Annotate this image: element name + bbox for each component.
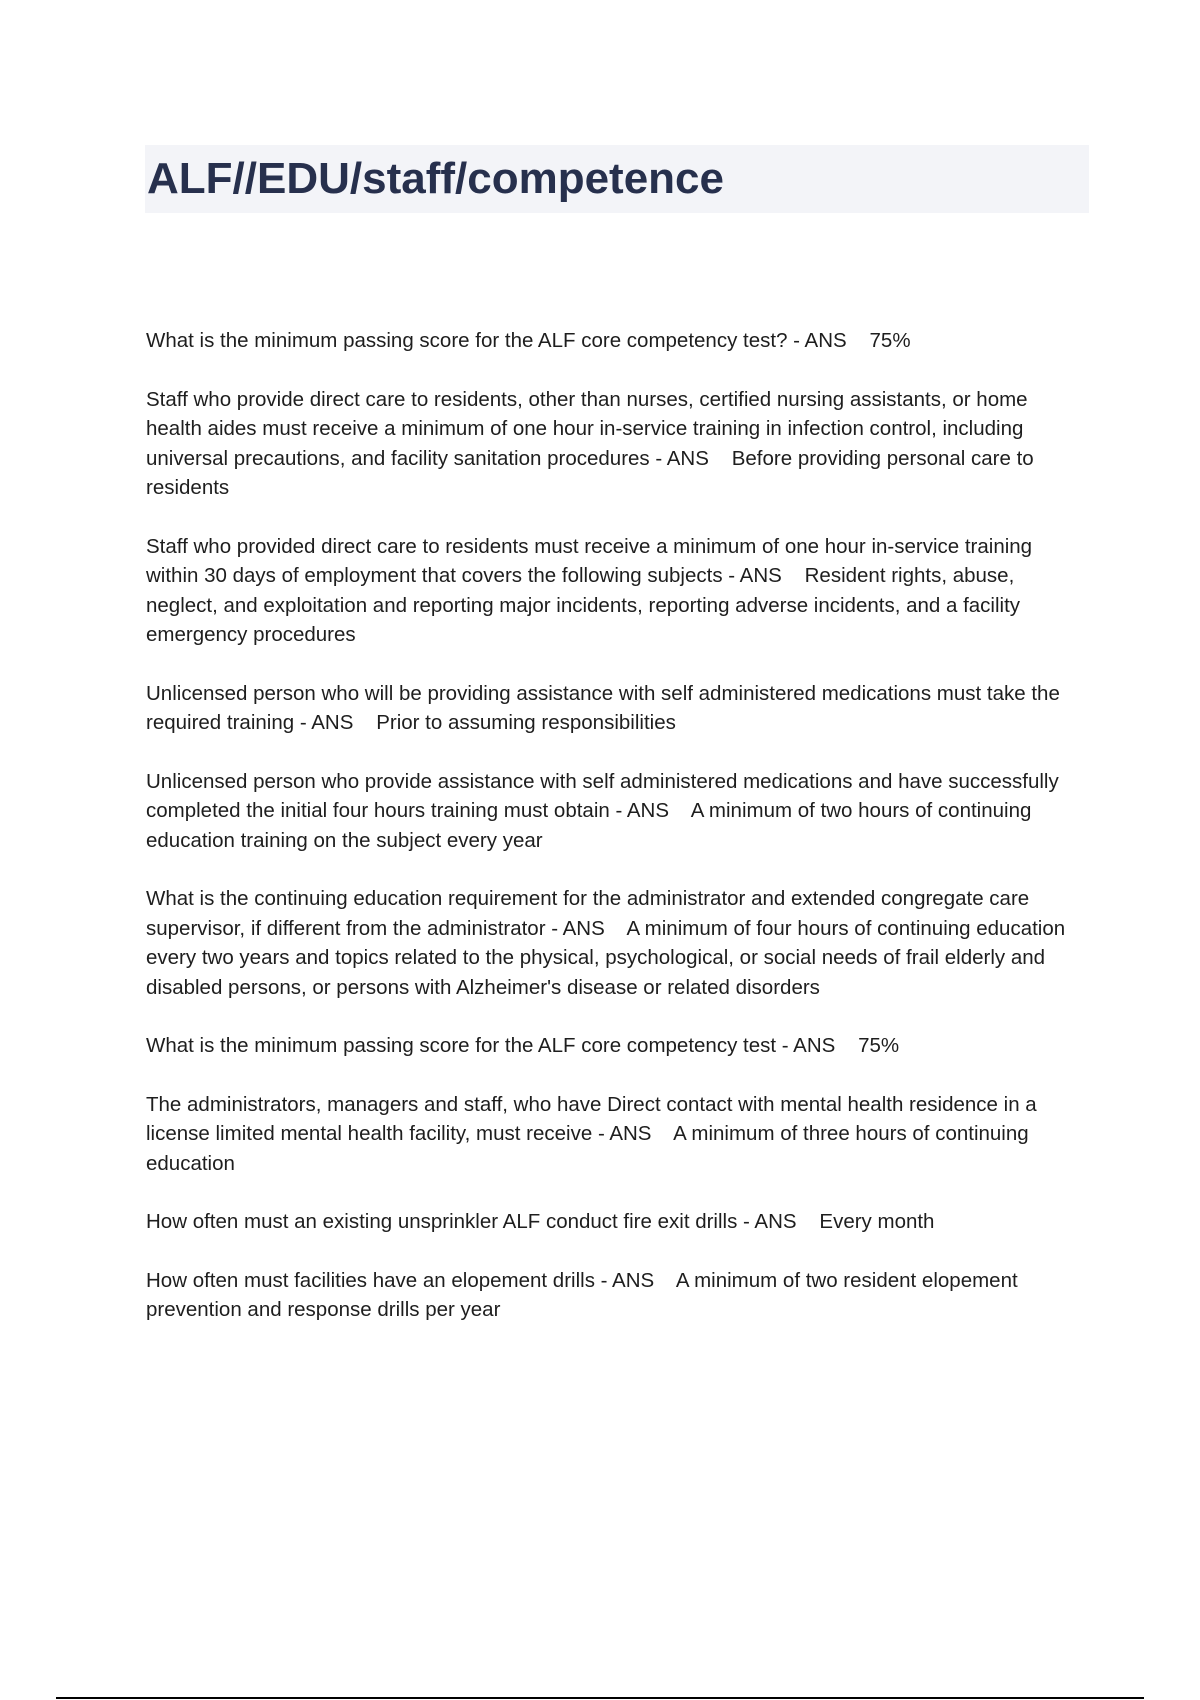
qa-answer: A minimum of two hours of continuing education training on the subject every year (146, 799, 1032, 852)
qa-question: How often must an existing unsprinkler ALF conduct fire exit drills - ANS (146, 1210, 797, 1233)
qa-item (146, 679, 1086, 738)
qa-item (146, 884, 1086, 1002)
qa-question: The administrators, managers and staff, who have Direct contact with mental health residence in a license limited mental health facility, must receive - ANS (146, 1092, 1037, 1145)
qa-item (146, 326, 1086, 356)
qa-answer: 75% (869, 329, 911, 352)
qa-item (146, 767, 1086, 856)
qa-answer: Before providing personal care to residents (146, 446, 1034, 499)
qa-question: What is the minimum passing score for the ALF core competency test? - ANS (146, 329, 847, 352)
qa-question: Staff who provided direct care to residents must receive a minimum of one hour in-service training within 30 days of employment that covers the following subjects - ANS (146, 534, 1033, 587)
qa-answer: Resident rights, abuse, neglect, and exploitation and reporting major incidents, reporting adverse incidents, and a facility emergency procedures (146, 564, 1021, 646)
qa-answer: 75% (858, 1034, 900, 1057)
qa-answer: Prior to assuming responsibilities (376, 711, 676, 734)
qa-question: Unlicensed person who will be providing assistance with self administered medications must take the required training - ANS (146, 681, 1060, 734)
qa-item (146, 385, 1086, 503)
qa-question: What is the continuing education requirement for the administrator and extended congregate care supervisor, if different from the administrator - ANS (146, 887, 1030, 940)
qa-answer: Every month (819, 1210, 935, 1233)
qa-item (146, 1207, 1086, 1237)
qa-answer: A minimum of four hours of continuing education every two years and topics related to the physical, psychological, or social needs of frail elderly and disabled persons, or persons with Alzheimer's disease or related disorders (146, 916, 1066, 999)
document-title: ALF//EDU/staff/competence (147, 154, 724, 203)
title-band (145, 145, 1089, 213)
qa-answer: A minimum of three hours of continuing education (146, 1122, 1029, 1175)
qa-item (146, 532, 1086, 650)
qa-question: How often must facilities have an elopement drills - ANS (146, 1268, 655, 1292)
qa-answer: A minimum of two resident elopement prevention and response drills per year (146, 1268, 1018, 1321)
qa-item (146, 1090, 1086, 1179)
qa-item (146, 1031, 1086, 1061)
qa-list (146, 326, 1086, 1354)
footer-divider (56, 1697, 1144, 1699)
qa-question: Staff who provide direct care to residents, other than nurses, certified nursing assistants, or home health aides must receive a minimum of one hour in-service training in infection control, including universal precautions, and facility sanitation procedures - ANS (146, 387, 1028, 470)
qa-item (146, 1266, 1086, 1325)
qa-question: Unlicensed person who provide assistance with self administered medications and have successfully completed the initial four hours training must obtain - ANS (146, 769, 1059, 822)
qa-question: What is the minimum passing score for the ALF core competency test - ANS (146, 1034, 836, 1057)
